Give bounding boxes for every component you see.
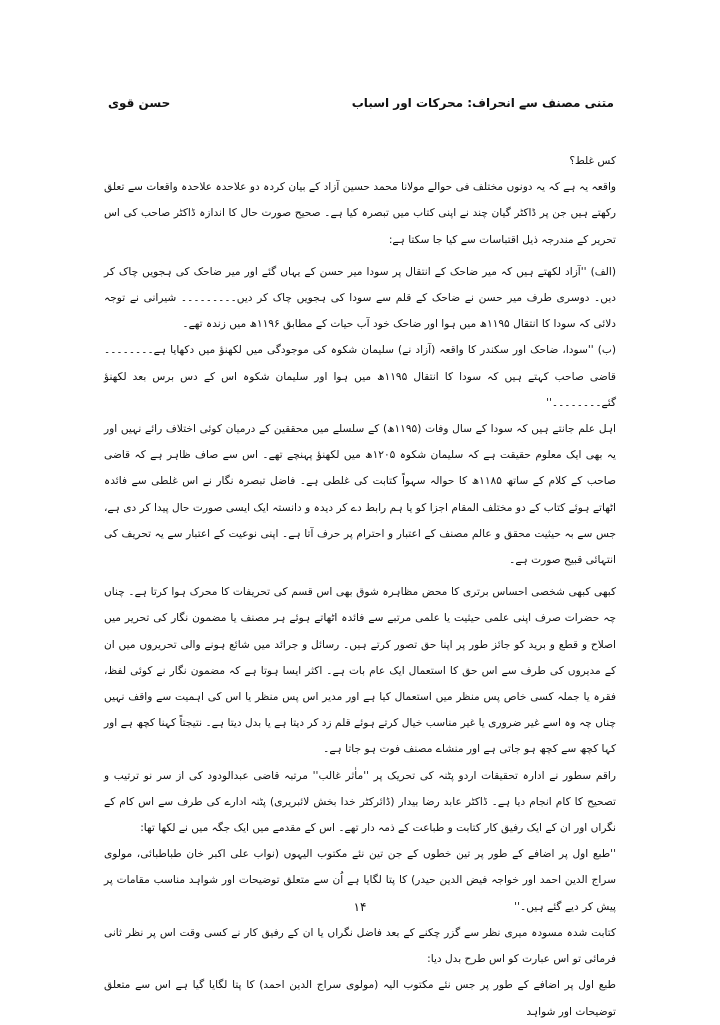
paragraph: کس غلط؟ <box>569 155 616 167</box>
paragraph: اہل علم جانتے ہیں کہ سودا کے سال وفات (۱۱۹۵ھ) کے سلسلے میں محققین کے درمیان کوئی اختلاف رائے نہیں اور یہ بھی ایک معلوم حقیقت ہے کہ سلیمان شکوہ ۱۲۰۵ھ میں لکھنؤ پہنچے تھے۔ اس سے صاف ظاہر ہے کہ قاضی صاحب کے کلام کے ساتھ ۱۱۸۵ھ کا حوالہ سہواً کتابت کی غلطی ہے۔ فاضل تبصرہ نگار نے اس غلطی سے فائدہ اٹھاتے ہوئے کتاب کے دو مختلف المقام اجزا کو یا ہم رابط دے کر دیدہ و دانستہ ایک ایسی صورت حال پیدا کر دی ہے، جس سے بہ حیثیت محقق و عالم مصنف کے اعتبار و احترام پر حرف آتا ہے۔ اپنی نوعیت کے اعتبار سے یہ تحریف کی انتہائی قبیح صورت ہے۔ <box>104 423 616 567</box>
quote-paragraph: (ب) ''سودا، ضاحک اور سکندر کا واقعہ (آزاد نے) سلیمان شکوہ کی موجودگی میں لکھنؤ میں دکھایا ہے۔۔۔۔۔۔۔۔ قاضی صاحب کہتے ہیں کہ سودا کا انتقال ۱۱۹۵ھ میں ہوا اور سلیمان شکوہ اس کے دس برس بعد لکھنؤ گئے۔۔۔۔۔۔۔۔'' <box>104 344 616 409</box>
paragraph: راقم سطور نے ادارہ تحقیقات اردو پٹنہ کی تحریک پر ''ماٰثر غالب'' مرتبہ قاضی عبدالودود کی از سر نو ترتیب و تصحیح کا کام انجام دیا ہے۔ ڈاکٹر عابد رضا بیدار (ڈائرکٹر خدا بخش لائبریری) پٹنہ ادارے کی طرف سے اس کام کے نگراں اور ان کے ایک رفیق کار کتابت و طباعت کے ذمہ دار تھے۔ اس کے مقدمے میں ایک جگہ میں نے لکھا تھا: <box>104 769 616 835</box>
header-author: حسن قوی <box>108 96 171 110</box>
paragraph: کتابت شدہ مسودہ میری نظر سے گزر چکنے کے بعد فاضل نگراں یا ان کے رفیق کار نے کسی وقت اس پر نظر ثانی فرمائی تو اس عبارت کو اس طرح بدل دیا: <box>104 926 616 966</box>
paragraph: طبع اول پر اضافے کے طور پر جس نئے مکتوب الیہ (مولوی سراج الدین احمد) کا پتا لگایا گیا ہے اس سے متعلق توضیحات اور شواہد <box>104 979 616 1018</box>
page-number: ۱۴ <box>353 900 367 914</box>
paragraph: کبھی کبھی شخصی احساس برتری کا محض مظاہرہ شوق بھی اس قسم کی تحریفات کا محرک ہوا کرتا ہے۔ چناں چہ حضرات صرف اپنی علمی حیثیت یا علمی مرتبے سے فائدہ اٹھاتے ہوئے ہر مصنف یا مضمون نگار کی تحریر میں اصلاح و قطع و برید کو جائز طور پر اپنا حق تصور کرتے ہیں۔ رسائل و جرائد میں شائع ہونے والی تحریروں میں ان کے مدیروں کی طرف سے اس حق کا استعمال ایک عام بات ہے۔ اکثر ایسا ہوتا ہے کہ مضمون نگار نے کوئی لفظ، فقرہ یا جملہ کسی خاص پس منظر میں استعمال کیا ہے اور مدیر اس پس منظر یا اس کی اہمیت سے واقف نہیں چناں چہ وہ اسے غیر ضروری یا غیر مناسب خیال کرتے ہوئے قلم زد کر دیتا ہے یا بدل دیتا ہے۔ نتیجتاً کہنا کچھ ہے اور کہا کچھ سے کچھ ہو جاتی ہے اور منشاے مصنف فوت ہو جاتا ہے۔ <box>104 586 616 756</box>
quote-paragraph: (الف) ''آزاد لکھتے ہیں کہ میر ضاحک کے انتقال پر سودا میر حسن کے یہاں گئے اور میر ضاحک کی ہجویں چاک کر دیں۔ دوسری طرف میر حسن نے ضاحک کے قلم سے سودا کی ہجویں چاک کر دیں۔۔۔۔۔۔۔۔۔ شیرانی نے توجہ دلائی کہ سودا کا انتقال ۱۱۹۵ھ میں ہوا اور ضاحک خود آب حیات کے مطابق ۱۱۹۶ھ میں زندہ تھے۔ <box>104 265 616 331</box>
header-title: متنی مصنف سے انحراف: محرکات اور اسباب <box>351 96 614 110</box>
running-header <box>108 96 614 118</box>
paragraph: واقعہ یہ ہے کہ یہ دونوں مختلف فی حوالے مولانا محمد حسین آزاد کے بیان کردہ دو علاحدہ علاحدہ واقعات سے تعلق رکھتے ہیں جن پر ڈاکٹر گیان چند نے اپنی کتاب میں تبصرہ کیا ہے۔ صحیح صورت حال کا اندازہ ڈاکٹر صاحب کی اس تحریر کے مندرجہ ذیل اقتباسات سے کیا جا سکتا ہے: <box>104 181 616 246</box>
body-text <box>104 148 616 1025</box>
quote-paragraph: ''طبع اول پر اضافے کے طور پر تین خطوں کے جن تین نئے مکتوب الیہوں (نواب علی اکبر خان طباطبائی، مولوی سراج الدین احمد اور خواجہ فیض الدین حیدر) کا پتا لگایا ہے اُن سے متعلق توضیحات اور شواہد مناسب مقامات پر پیش کر دیے گئے ہیں۔'' <box>104 848 616 913</box>
